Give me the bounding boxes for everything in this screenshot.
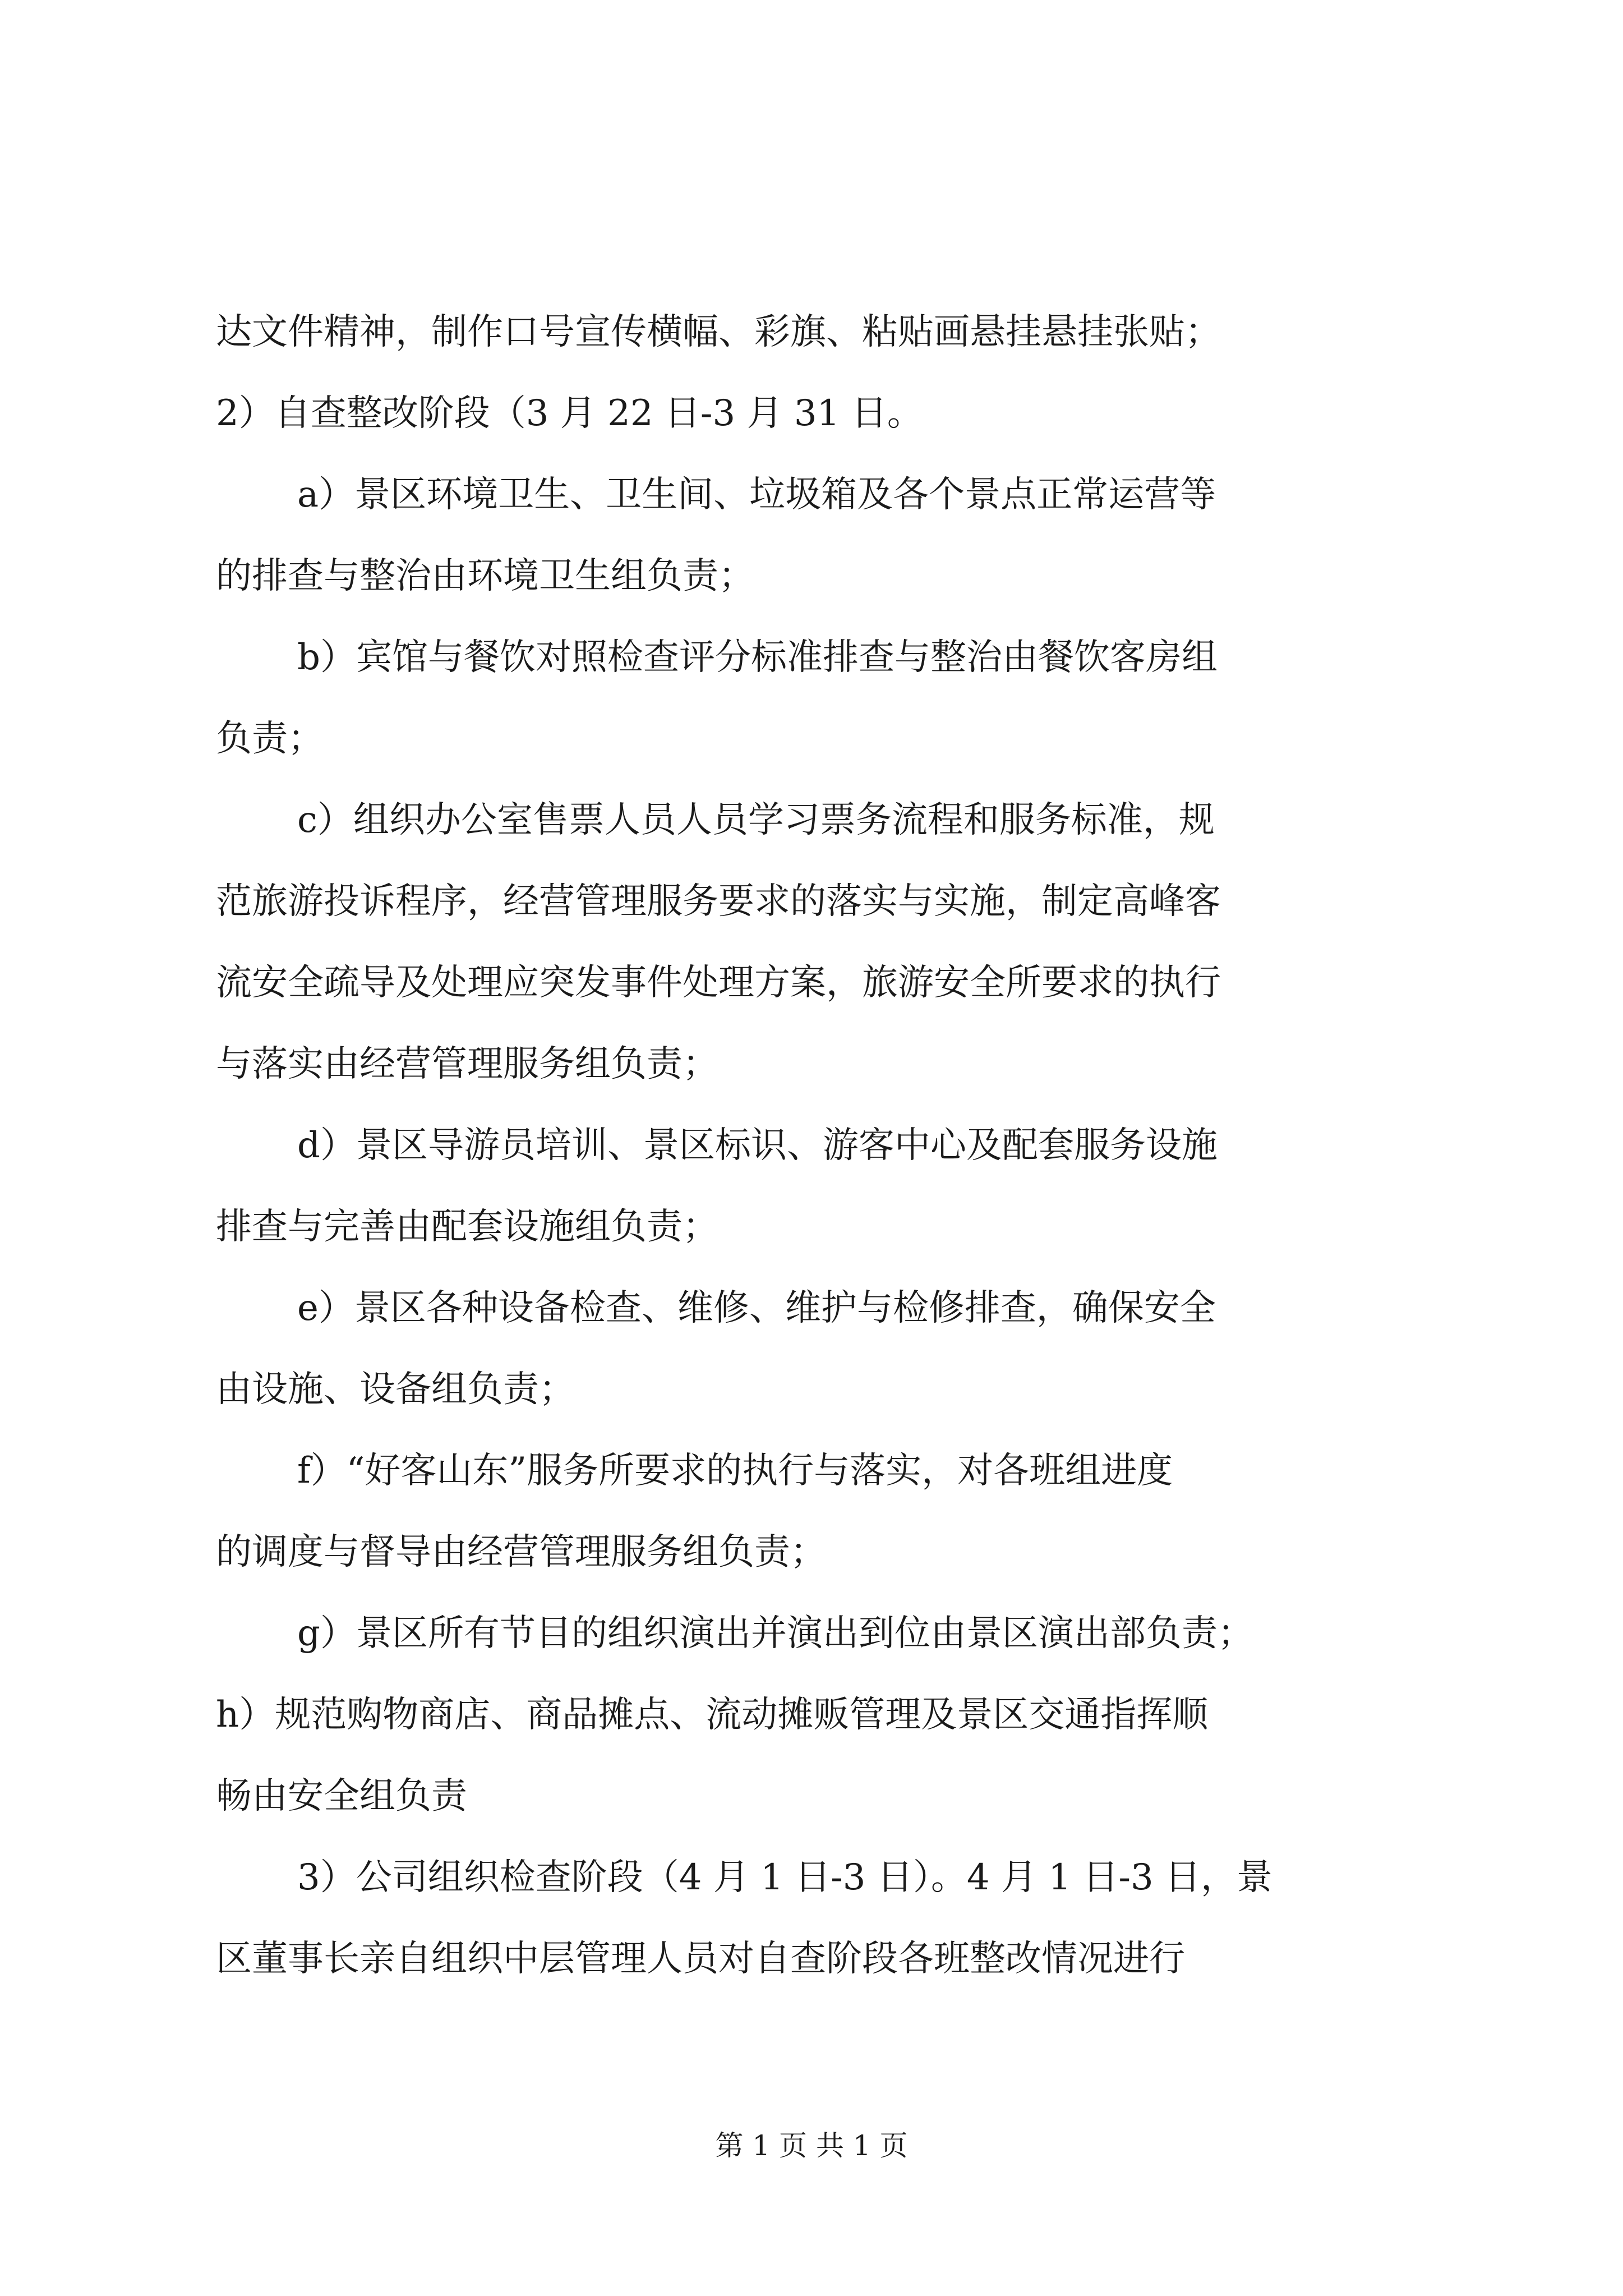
text-line: 的调度与督导由经营管理服务组负责； bbox=[216, 1531, 826, 1573]
text-line: a）景区环境卫生、卫生间、垃圾箱及各个景点正常运营等 bbox=[297, 474, 1216, 516]
text-line: 区董事长亲自组织中层管理人员对自查阶段各班整改情况进行 bbox=[216, 1938, 1185, 1980]
text-line: 与落实由经营管理服务组负责； bbox=[216, 1043, 718, 1085]
text-line: 达文件精神，制作口号宣传横幅、彩旗、粘贴画悬挂悬挂张贴； bbox=[216, 311, 1221, 353]
text-line: 负责； bbox=[216, 718, 324, 760]
page-footer: 第 1 页 共 1 页 bbox=[715, 2129, 908, 2162]
text-line: 流安全疏导及处理应突发事件处理方案，旅游安全所要求的执行 bbox=[216, 962, 1221, 1004]
text-line: 的排查与整治由环境卫生组负责； bbox=[216, 555, 754, 597]
document-body bbox=[216, 292, 1416, 2000]
text-line: e）景区各种设备检查、维修、维护与检修排查，确保安全 bbox=[297, 1287, 1216, 1329]
text-line: c）组织办公室售票人员人员学习票务流程和服务标准，规 bbox=[297, 799, 1215, 841]
text-line: 由设施、设备组负责； bbox=[216, 1369, 575, 1410]
text-line: 2）自查整改阶段（3 月 22 日-3 月 31 日。 bbox=[216, 393, 923, 434]
text-line: 排查与完善由配套设施组负责； bbox=[216, 1206, 718, 1248]
text-line: h）规范购物商店、商品摊点、流动摊贩管理及景区交通指挥顺 bbox=[216, 1694, 1209, 1736]
text-line: d）景区导游员培训、景区标识、游客中心及配套服务设施 bbox=[297, 1125, 1218, 1166]
text-line: g）景区所有节目的组织演出并演出到位由景区演出部负责； bbox=[297, 1613, 1253, 1654]
text-line: 畅由安全组负责 bbox=[216, 1775, 467, 1817]
text-line: 3）公司组织检查阶段（4 月 1 日-3 日）。4 月 1 日-3 日，景 bbox=[297, 1857, 1273, 1898]
text-line: b）宾馆与餐饮对照检查评分标准排查与整治由餐饮客房组 bbox=[297, 637, 1218, 678]
text-line: 范旅游投诉程序，经营管理服务要求的落实与实施，制定高峰客 bbox=[216, 881, 1221, 922]
text-line: f）“好客山东”服务所要求的执行与落实，对各班组进度 bbox=[297, 1450, 1173, 1492]
